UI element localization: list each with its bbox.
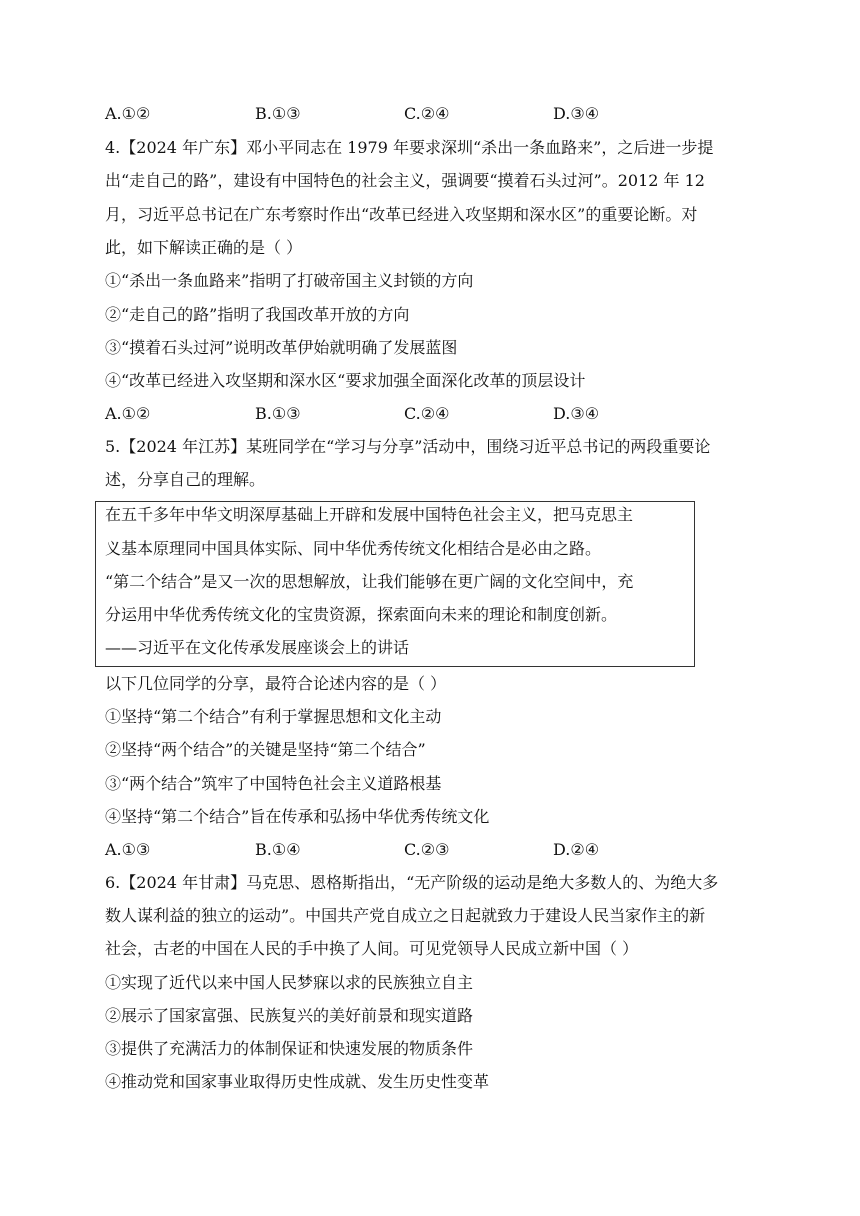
q3-option-d: D.③④ [553,104,600,123]
q6-stem-line: 数人谋利益的独立的运动”。中国共产党自成立之日起就致力于建设人民当家作主的新 [105,906,706,925]
q4-option-b: B.①③ [255,404,301,423]
q5-options [105,839,745,861]
q5-statement: ②坚持“两个结合”的关键是坚持“第二个结合” [105,740,426,759]
q4-option-a: A.①② [105,404,151,423]
q5-statement: ①坚持“第二个结合”有利于掌握思想和文化主动 [105,707,442,726]
q5-option-a: A.①③ [105,840,151,859]
q5-stem-line: 述，分享自己的理解。 [105,470,266,489]
q4-option-d: D.③④ [553,404,600,423]
q3-option-c: C.②④ [404,104,450,123]
q6-statement: ①实现了近代以来中国人民梦寐以求的民族独立自主 [105,973,474,992]
q5-quote-line: 在五千多年中华文明深厚基础上开辟和发展中国特色社会主义，把马克思主 [105,505,634,524]
q4-options [105,403,745,425]
q5-option-c: C.②③ [404,840,450,859]
q6-statement: ④推动党和国家事业取得历史性成就、发生历史性变革 [105,1072,490,1091]
q5-option-b: B.①④ [255,840,301,859]
q4-stem-line: 出“走自己的路”，建设有中国特色的社会主义，强调要“摸着石头过河”。2012 年 12 [105,171,705,190]
q6-statement: ③提供了充满活力的体制保证和快速发展的物质条件 [105,1039,474,1058]
q3-option-a: A.①② [105,104,151,123]
q5-option-d: D.②④ [553,840,600,859]
q5-statement: ③“两个结合”筑牢了中国特色社会主义道路根基 [105,774,442,793]
q5-statement: ④坚持“第二个结合”旨在传承和弘扬中华优秀传统文化 [105,807,490,826]
q6-statement: ②展示了国家富强、民族复兴的美好前景和现实道路 [105,1006,474,1025]
q6-stem-line: 6.【2024 年甘肃】马克思、恩格斯指出，“无产阶级的运动是绝大多数人的、为绝大多 [105,873,719,892]
q5-quote-line: 义基本原理同中国具体实际、同中华优秀传统文化相结合是必由之路。 [105,539,602,558]
q5-quote-attribution: ——习近平在文化传承发展座谈会上的讲话 [105,638,410,657]
q3-options [105,103,745,125]
q4-option-c: C.②④ [404,404,450,423]
q4-statement: ①“杀出一条血路来”指明了打破帝国主义封锁的方向 [105,271,474,290]
q5-stem-line: 5.【2024 年江苏】某班同学在“学习与分享”活动中，围绕习近平总书记的两段重要论 [105,437,711,456]
q4-stem-line: 月，习近平总书记在广东考察时作出“改革已经进入攻坚期和深水区”的重要论断。对 [105,205,698,224]
q5-quote-line: 分运用中华优秀传统文化的宝贵资源，探索面向未来的理论和制度创新。 [105,605,618,624]
q5-quote-box [95,501,695,667]
q6-stem-line: 社会，古老的中国在人民的手中换了人间。可见党领导人民成立新中国（ ） [105,939,639,958]
q5-quote-line: “第二个结合”是又一次的思想解放，让我们能够在更广阔的文化空间中，充 [105,572,634,591]
q4-statement: ②“走自己的路”指明了我国改革开放的方向 [105,305,410,324]
q4-statement: ③“摸着石头过河”说明改革伊始就明确了发展蓝图 [105,338,458,357]
q4-statement: ④“改革已经进入攻坚期和深水区“要求加强全面深化改革的顶层设计 [105,371,586,390]
q5-prompt: 以下几位同学的分享，最符合论述内容的是（ ） [105,674,447,693]
q4-stem-line: 此，如下解读正确的是（ ） [105,238,303,257]
q3-option-b: B.①③ [255,104,301,123]
q4-stem-line: 4.【2024 年广东】邓小平同志在 1979 年要求深圳“杀出一条血路来”，之后进一步提 [105,138,714,157]
